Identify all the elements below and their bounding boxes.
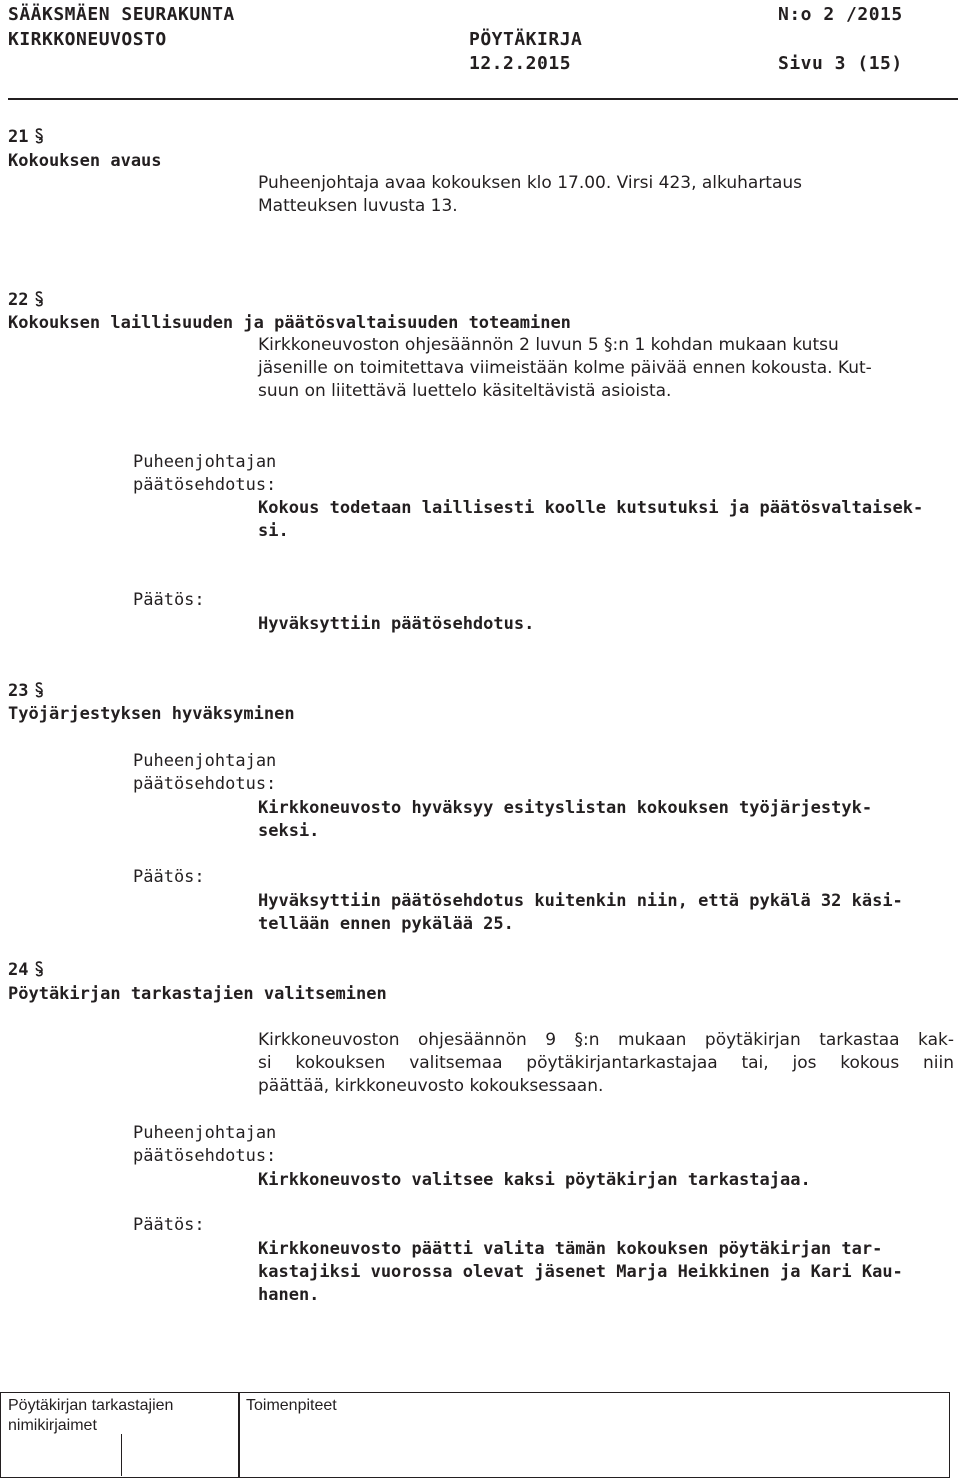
section-title: Työjärjestyksen hyväksyminen xyxy=(8,704,295,724)
signers-label: Pöytäkirjan tarkastajien nimikirjaimet xyxy=(8,1397,174,1434)
body-name: KIRKKONEUVOSTO xyxy=(8,29,167,50)
header-rule xyxy=(8,98,958,100)
proposal-text: Kokous todetaan laillisesti koolle kutsutuksi ja päätösvaltaisek- si. xyxy=(258,498,924,541)
section-title: Pöytäkirjan tarkastajien valitseminen xyxy=(8,984,387,1004)
proposal-label: Puheenjohtajan päätösehdotus: xyxy=(133,751,277,794)
proposal-label: Puheenjohtajan päätösehdotus: xyxy=(133,1123,277,1166)
initials-cell-divider xyxy=(0,1434,122,1476)
decision-label: Päätös: xyxy=(133,1215,205,1235)
page-number: Sivu 3 (15) xyxy=(778,53,903,74)
decision-text: Kirkkoneuvosto päätti valita tämän kokouksen pöytäkirjan tar- kastajiksi vuorossa olevat jäsenet Marja Heikkinen ja Kari Kau- hanen. xyxy=(258,1239,903,1305)
signature-footer xyxy=(0,1392,950,1478)
section-text: Puheenjohtaja avaa kokouksen klo 17.00. Virsi 423, alkuhartaus Matteuksen luvusta 13. xyxy=(258,173,803,216)
proposal-text: Kirkkoneuvosto valitsee kaksi pöytäkirjan tarkastajaa. xyxy=(258,1170,811,1190)
section-number: 24 xyxy=(8,960,44,980)
actions-label: Toimenpiteet xyxy=(246,1397,337,1414)
section-number: 23 xyxy=(8,681,44,701)
section-sign-icon xyxy=(34,290,44,308)
decision-label: Päätös: xyxy=(133,867,205,887)
doc-number: N:o 2 /2015 xyxy=(778,4,903,25)
proposal-label: Puheenjohtajan päätösehdotus: xyxy=(133,452,277,495)
section-sign-icon xyxy=(34,681,44,699)
section-sign-icon xyxy=(34,960,44,978)
doc-type: PÖYTÄKIRJA xyxy=(469,29,583,50)
section-text: Kirkkoneuvoston ohjesäännön 9 §:n mukaan pöytäkirjan tarkastaa kak- si kokouksen valitsemaa pöytäkirjantarkastajaa tai, jos kokous niin päättää, kirkkoneuvosto kokouksessaan. xyxy=(258,1030,954,1096)
section-title: Kokouksen laillisuuden ja päätösvaltaisuuden toteaminen xyxy=(8,313,571,333)
decision-text: Hyväksyttiin päätösehdotus. xyxy=(258,614,535,634)
actions-box xyxy=(238,1392,950,1478)
section-text: Kirkkoneuvoston ohjesäännön 2 luvun 5 §:n 1 kohdan mukaan kutsu jäsenille on toimitettava viimeistään kolme päivää ennen kokousta. Kut- suun on liitettävä luettelo käsiteltävistä asioista. xyxy=(258,335,872,401)
section-title: Kokouksen avaus xyxy=(8,151,162,171)
decision-label: Päätös: xyxy=(133,590,205,610)
decision-text: Hyväksyttiin päätösehdotus kuitenkin niin, että pykälä 32 käsi- tellään ennen pykälää 25. xyxy=(258,891,903,934)
org-name: SÄÄKSMÄEN SEURAKUNTA xyxy=(8,4,235,25)
section-number: 22 xyxy=(8,290,44,310)
section-number: 21 xyxy=(8,127,44,147)
proposal-text: Kirkkoneuvosto hyväksyy esityslistan kokouksen työjärjestyk- seksi. xyxy=(258,798,873,841)
section-sign-icon xyxy=(34,127,44,145)
doc-date: 12.2.2015 xyxy=(469,53,572,74)
